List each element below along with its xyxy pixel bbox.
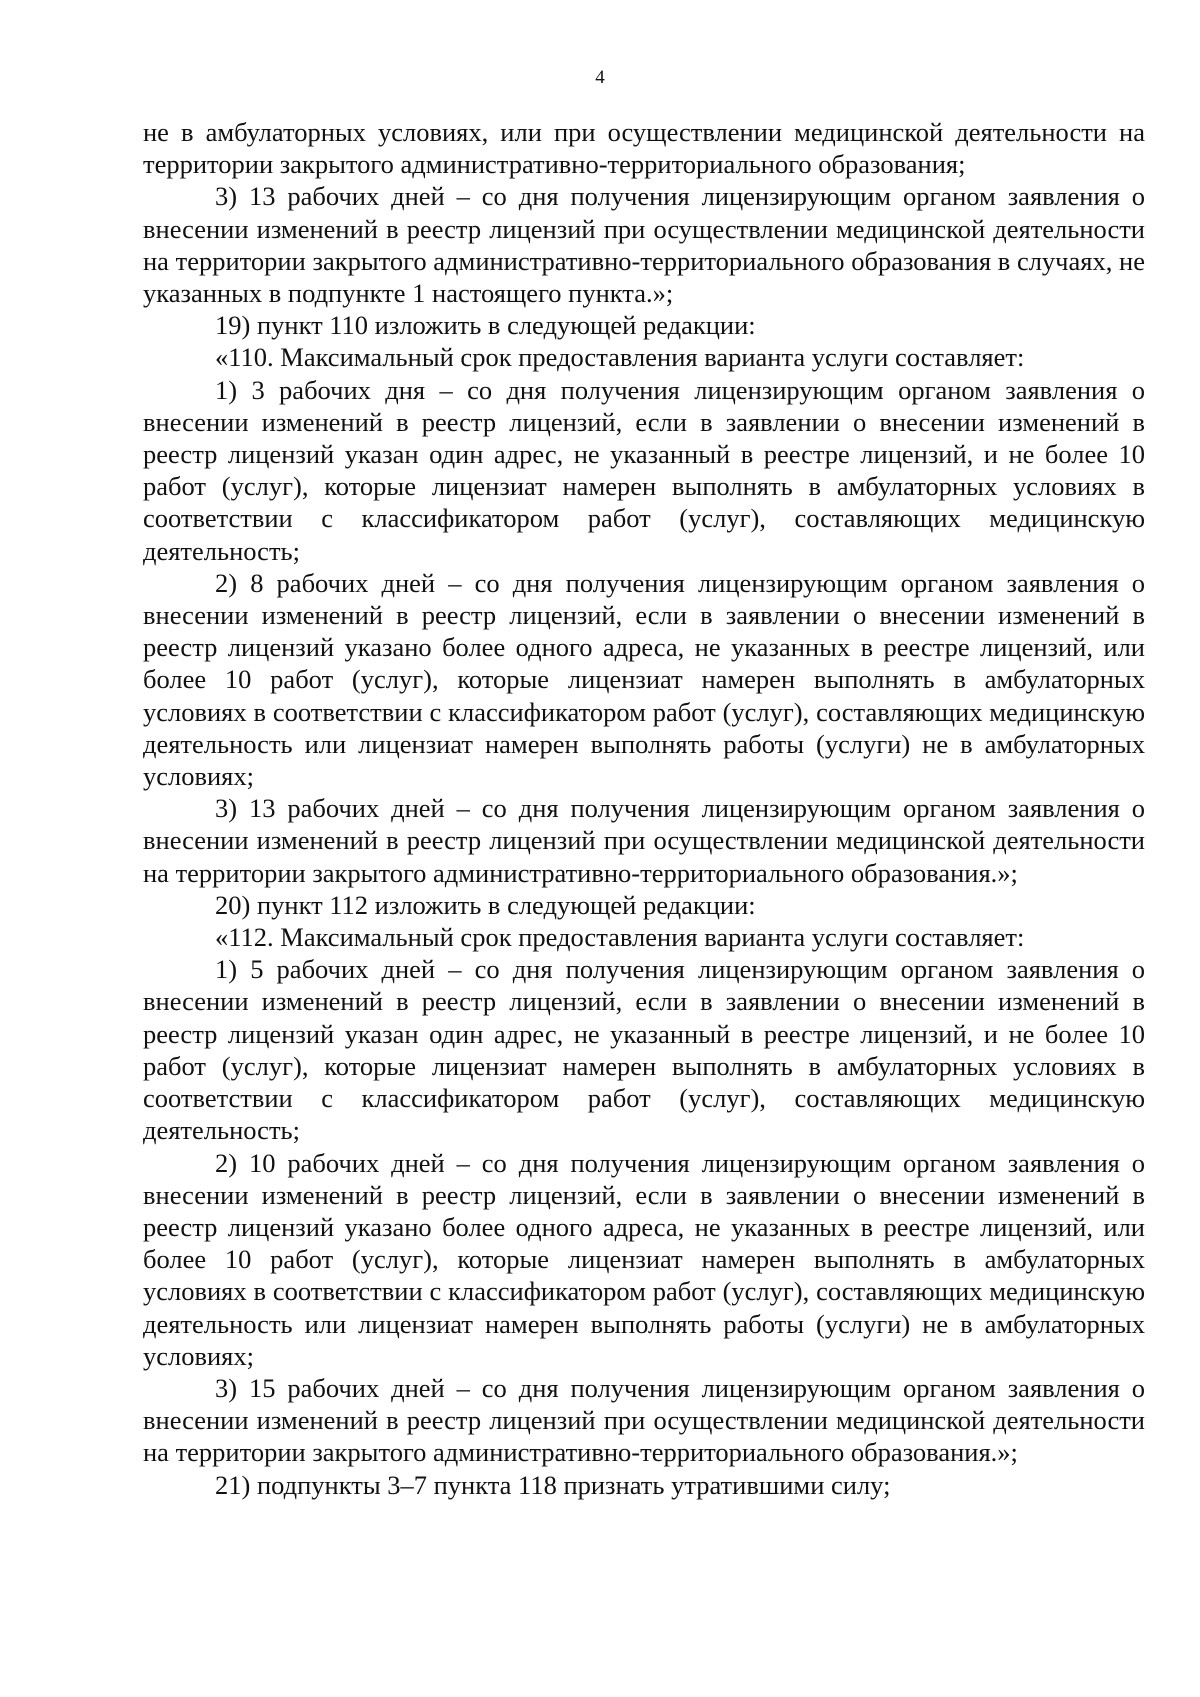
paragraph: 20) пункт 112 изложить в следующей редакции:: [215, 889, 756, 920]
paragraph: «112. Максимальный срок предоставления варианта услуги составляет:: [215, 922, 1025, 953]
document-body: [143, 116, 1145, 1501]
page-number: 4: [595, 67, 605, 88]
paragraph: не в амбулаторных условиях, или при осуществлении медицинской деятельности на территории закрытого административно-территориального образования;: [143, 117, 1145, 180]
paragraph: 1) 5 рабочих дней – со дня получения лицензирующим органом заявления о внесении изменений в реестр лицензий, если в заявлении о внесении изменений в реестр лицензий указан один адрес, не указанный в реестре лицензий, и не более 10 работ (услуг), которые лицензиат намерен выполнять в амбулаторных условиях в соответствии с классификатором работ (услуг), составляющих медицинскую деятельность;: [143, 954, 1145, 1146]
paragraph: 2) 8 рабочих дней – со дня получения лицензирующим органом заявления о внесении изменений в реестр лицензий, если в заявлении о внесении изменений в реестр лицензий указано более одного адреса, не указанных в реестре лицензий, или более 10 работ (услуг), которые лицензиат намерен выполнять в амбулаторных условиях в соответствии с классификатором работ (услуг), составляющих медицинскую деятельность или лицензиат намерен выполнять работы (услуги) не в амбулаторных условиях;: [143, 567, 1145, 792]
paragraph: 2) 10 рабочих дней – со дня получения лицензирующим органом заявления о внесении изменений в реестр лицензий, если в заявлении о внесении изменений в реестр лицензий указано более одного адреса, не указанных в реестре лицензий, или более 10 работ (услуг), которые лицензиат намерен выполнять в амбулаторных условиях в соответствии с классификатором работ (услуг), составляющих медицинскую деятельность или лицензиат намерен выполнять работы (услуги) не в амбулаторных условиях;: [143, 1147, 1145, 1371]
paragraph: 21) подпункты 3–7 пункта 118 признать утратившими силу;: [215, 1469, 891, 1500]
paragraph: 3) 15 рабочих дней – со дня получения лицензирующим органом заявления о внесении изменений в реестр лицензий при осуществлении медицинской деятельности на территории закрытого административно-территориального образования.»;: [143, 1372, 1145, 1468]
paragraph: «110. Максимальный срок предоставления варианта услуги составляет:: [215, 342, 1025, 373]
paragraph: 19) пункт 110 изложить в следующей редакции:: [215, 310, 756, 341]
paragraph: 1) 3 рабочих дня – со дня получения лицензирующим органом заявления о внесении изменений в реестр лицензий, если в заявлении о внесении изменений в реестр лицензий указан один адрес, не указанный в реестре лицензий, и не более 10 работ (услуг), которые лицензиат намерен выполнять в амбулаторных условиях в соответствии с классификатором работ (услуг), составляющих медицинскую деятельность;: [143, 374, 1145, 566]
paragraph: 3) 13 рабочих дней – со дня получения лицензирующим органом заявления о внесении изменений в реестр лицензий при осуществлении медицинской деятельности на территории закрытого административно-территориального образования в случаях, не указанных в подпункте 1 настоящего пункта.»;: [143, 181, 1145, 309]
paragraph: 3) 13 рабочих дней – со дня получения лицензирующим органом заявления о внесении изменений в реестр лицензий при осуществлении медицинской деятельности на территории закрытого административно-территориального образования.»;: [143, 793, 1145, 888]
